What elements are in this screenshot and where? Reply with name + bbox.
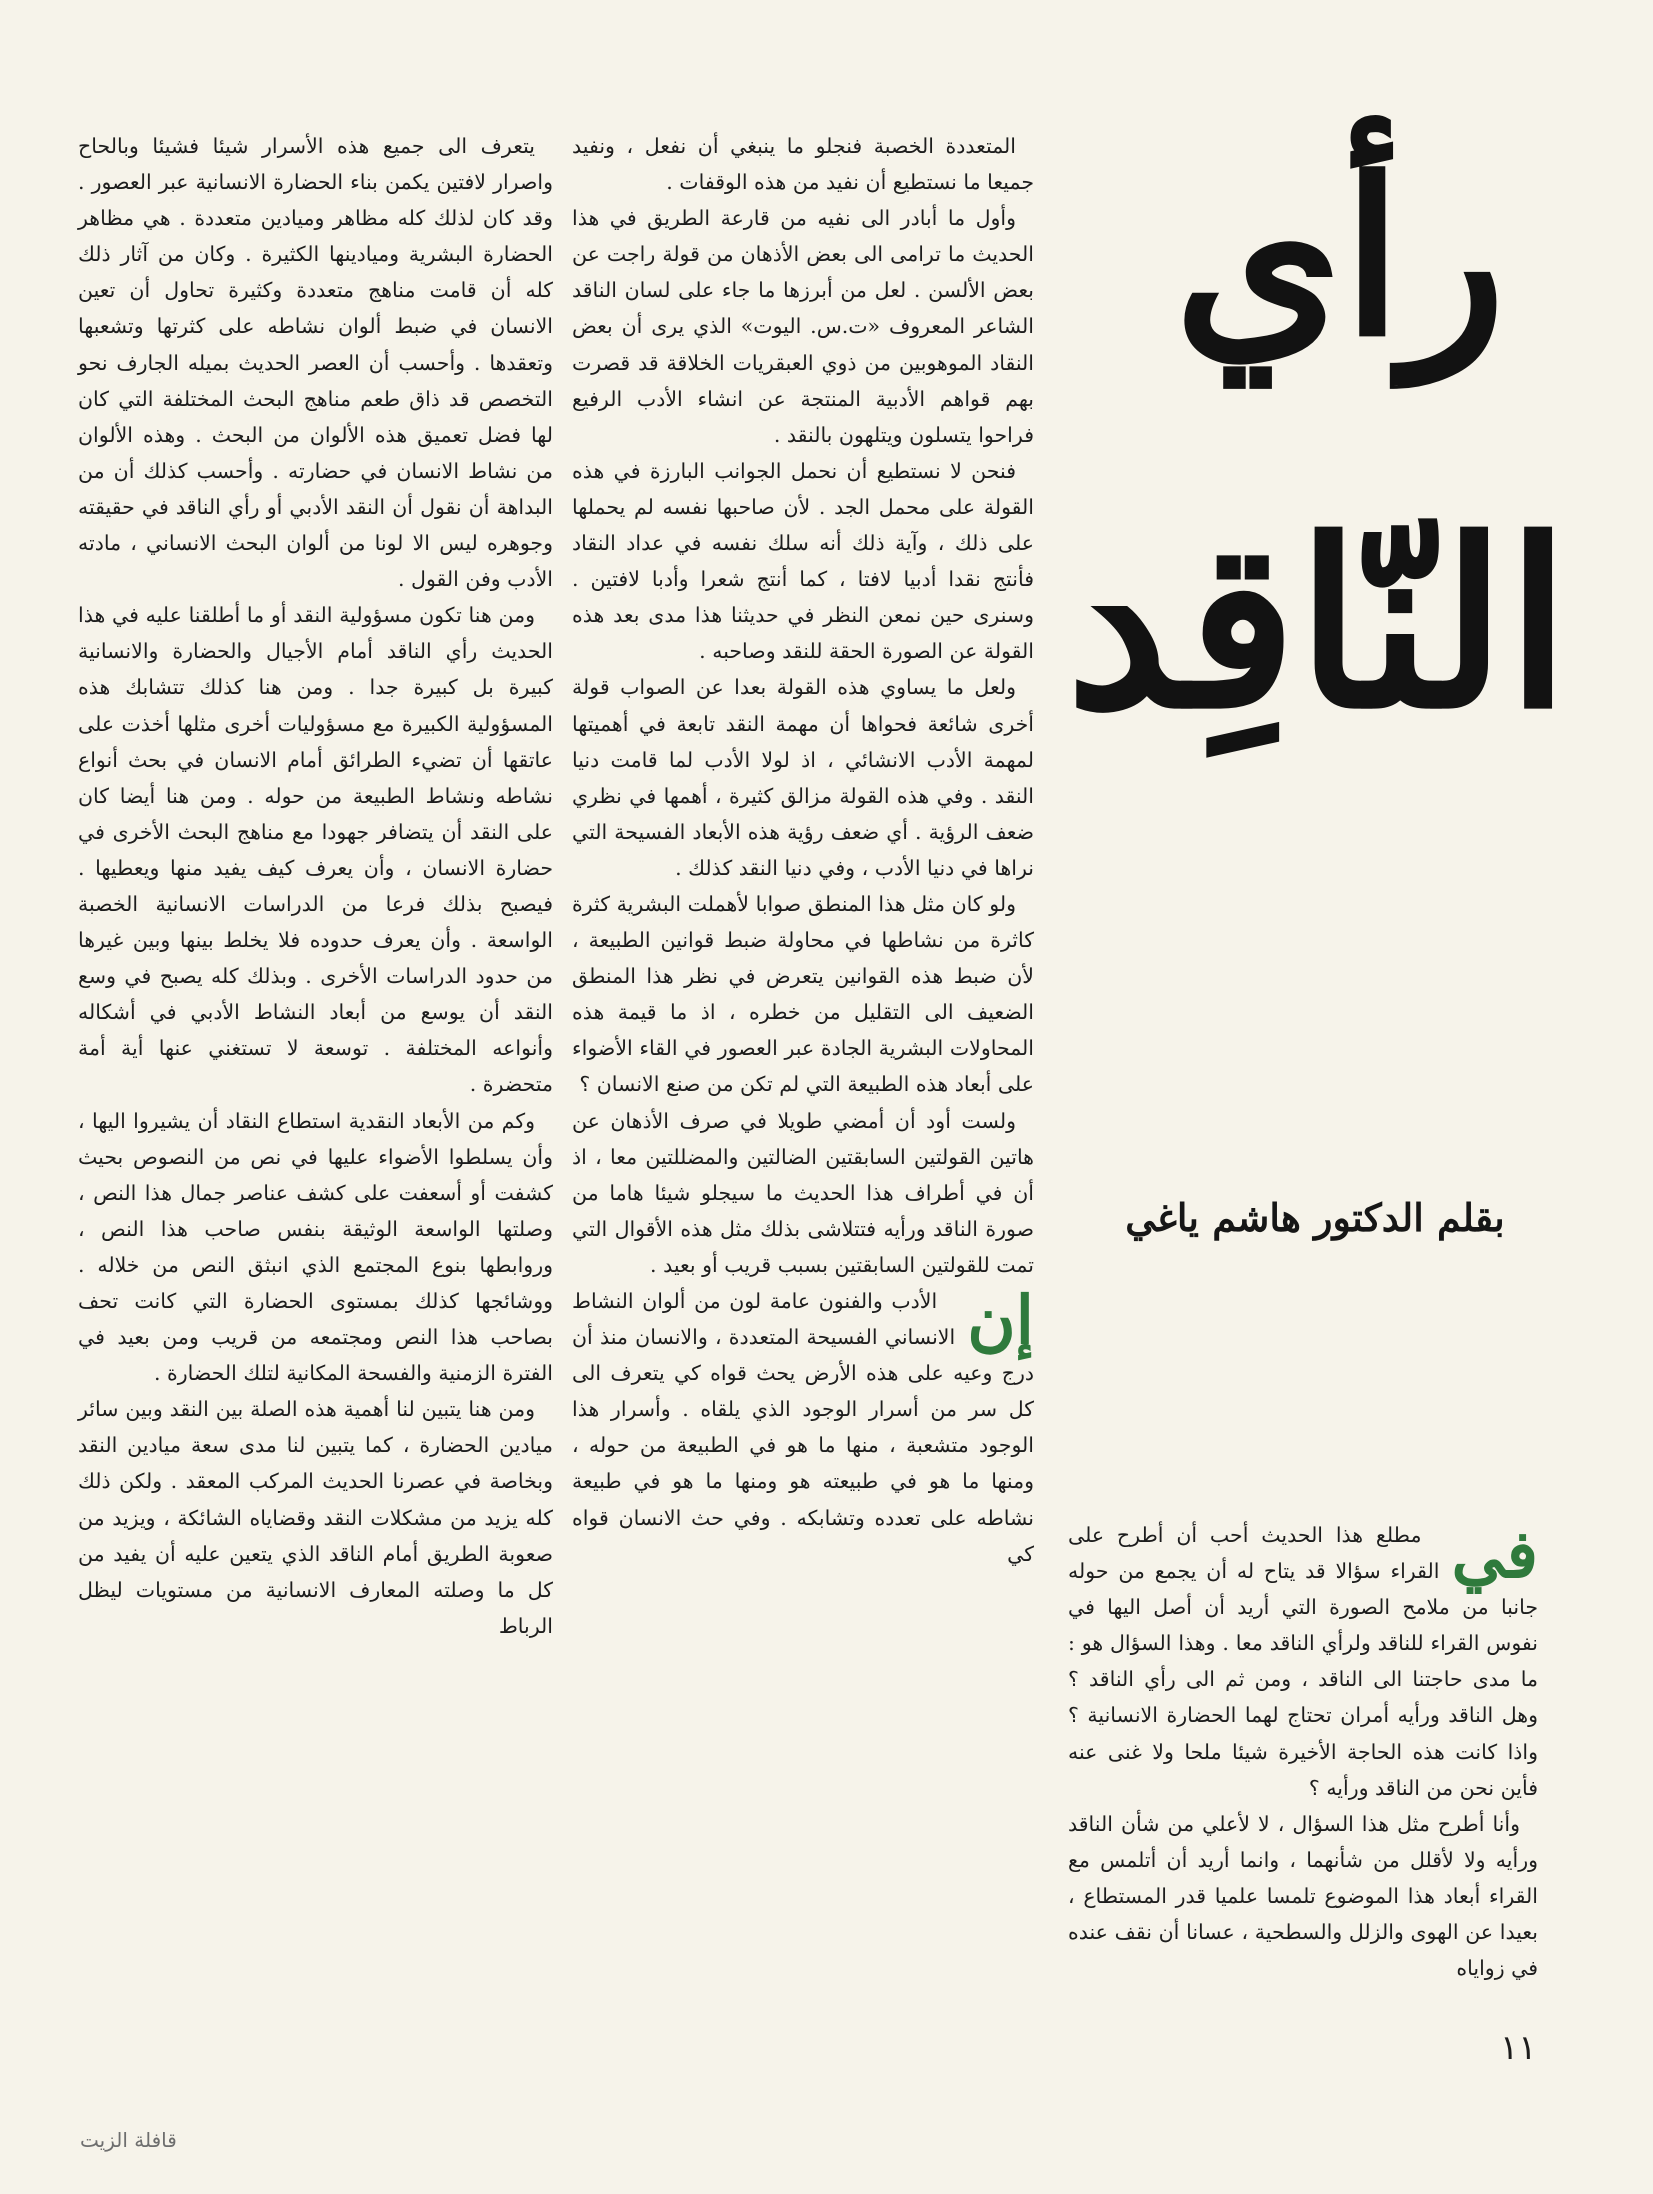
paragraph: وكم من الأبعاد النقدية استطاع النقاد أن يشيروا اليها ، وأن يسلطوا الأضواء عليها في نص من النصوص بحيث كشفت أو أسعفت على كشف عناصر جمال هذا النص ، وصلتها الواسعة الوثيقة بنفس صاحب هذا النص ، وروابطها بنوع المجتمع الذي انبثق النص من خلاله . ووشائجها كذلك بمستوى الحضارة التي كانت تحف بصاحب هذا النص ومجتمعه من قريب ومن بعيد في الفترة الزمنية والفسحة المكانية لتلك الحضارة . [78, 1108, 553, 1386]
paragraph: الأدب والفنون عامة لون من ألوان النشاط الانساني الفسيحة المتعددة ، والانسان منذ أن درج وعيه على هذه الأرض يحث قواه كي يتعرف الى كل سر من أسرار الوجود الذي يلقاه . وأسرار هذا الوجود متشعبة ، منها ما هو في الطبيعة من حوله ، ومنها ما هو في طبيعته هو ومنها ما هو في طبيعة نشاطه على تعدده وتشابكه . وفي حث الانسان قواه كي [572, 1289, 1034, 1566]
magazine-name-footer: قافلة الزيت [80, 2128, 177, 2152]
paragraph: وأول ما أبادر الى نفيه من قارعة الطريق في هذا الحديث ما ترامى الى بعض الأذهان من قولة راجت عن بعض الألسن . لعل من أبرزها ما جاء على لسان الناقد الشاعر المعروف «ت.س. اليوت» الذي يرى أن بعض النقاد الموهوبين من ذوي العبقريات الخلاقة قد قصرت بهم قواهم الأدبية المنتجة عن انشاء الأدب الرفيع فراحوا يتسلون ويتلهون بالنقد . [572, 206, 1034, 447]
text-column-middle [572, 128, 1034, 2090]
paragraph: وأنا أطرح مثل هذا السؤال ، لا لأعلي من شأن الناقد ورأيه ولا لأقلل من شأنهما ، وانما أريد أن أتلمس مع القراء أبعاد هذا الموضوع تلمسا علميا قدر المستطاع ، بعيدا عن الهوى والزلل والسطحية ، عسانا أن نقف عنده في زواياه [1068, 1811, 1538, 1981]
dropcap-intro: في [1451, 1515, 1538, 1593]
paragraph: فنحن لا نستطيع أن نحمل الجوانب البارزة في هذه القولة على محمل الجد . لأن صاحبها نفسه لم يحملها على ذلك ، وآية ذلك أنه سلك نفسه في عداد النقاد فأنتج نقدا أدبيا لافتا ، كما أنتج شعرا وأدبا لافتين . وسنرى حين نمعن النظر في حديثنا هذا مدى بعد هذه القولة عن الصورة الحقة للنقد وصاحبه . [572, 458, 1034, 664]
paragraph: مطلع هذا الحديث أحب أن أطرح على القراء سؤالا قد يتاح له أن يجمع من حوله جانبا من ملامح الصورة التي أريد أن أصل اليها في نفوس القراء للناقد ولرأي الناقد معا . وهذا السؤال هو : ما مدى حاجتنا الى الناقد ، ومن ثم الى رأي الناقد ؟ وهل الناقد ورأيه أمران تحتاج لهما الحضارة الانسانية ؟ واذا كانت هذه الحاجة الأخيرة شيئا ملحا ولا غنى عنه فأين نحن من الناقد ورأيه ؟ [1068, 1523, 1538, 1800]
text-column-right [1068, 1517, 1538, 2027]
text-column-left [78, 128, 553, 2090]
paragraph: ولعل ما يساوي هذه القولة بعدا عن الصواب قولة أخرى شائعة فحواها أن مهمة النقد تابعة في أهميتها لمهمة الأدب الانشائي ، اذ لولا الأدب لما قامت دنيا النقد . وفي هذه القولة مزالق كثيرة ، أهمها في نظري ضعف الرؤية . أي ضعف رؤية هذه الأبعاد الفسيحة التي نراها في دنيا الأدب ، وفي دنيا النقد كذلك . [572, 675, 1034, 880]
paragraph: ولست أود أن أمضي طويلا في صرف الأذهان عن هاتين القولتين السابقتين الضالتين والمضللتين معا ، اذ أن في أطراف هذا الحديث ما سيجلو شيئا هاما من صورة الناقد ورأيه فتتلاشى بذلك مثل هذه الأقوال التي تمت للقولتين السابقتين بسبب قريب أو بعيد . [572, 1108, 1034, 1277]
paragraph: المتعددة الخصبة فنجلو ما ينبغي أن نفعل ، ونفيد جميعا ما نستطيع أن نفيد من هذه الوقفات . [572, 134, 1034, 195]
author-byline: بقلم الدكتور هاشم ياغي [1125, 1195, 1505, 1240]
paragraph: ومن هنا تكون مسؤولية النقد أو ما أطلقنا عليه في هذا الحديث رأي الناقد أمام الأجيال والحضارة والانسانية كبيرة بل كبيرة جدا . ومن هنا كذلك تتشابك هذه المسؤولية الكبيرة مع مسؤوليات أخرى مثلها أخذت على عاتقها أن تضيء الطرائق أمام الانسان في بحث أنواع نشاطه ونشاط الطبيعة من حوله . ومن هنا أيضا كان على النقد أن يتضافر جهودا مع مناهج البحث الأخرى في حضارة الانسان ، وأن يعرف كيف يفيد منها ويعطيها . فيصبح بذلك فرعا من الدراسات الانسانية الخصبة الواسعة . وأن يعرف حدوده فلا يخلط بينها وبين غيرها من حدود الدراسات الأخرى . وبذلك كله يصبح في وسع النقد أن يوسع من أبعاد النشاط الأدبي في أشكاله وأنواعه المختلفة . توسعة لا تستغني عنها أية أمة متحضرة . [78, 603, 553, 1097]
paragraph: ومن هنا يتبين لنا أهمية هذه الصلة بين النقد وبين سائر ميادين الحضارة ، كما يتبين لنا مدى سعة ميادين النقد وبخاصة في عصرنا الحديث المركب المعقد . ولكن ذلك كله يزيد من مشكلات النقد وقضاياه الشائكة ، ويزيد من صعوبة الطريق أمام الناقد الذي يتعين عليه أن يفيد من كل ما وصلته المعارف الانسانية من مستويات ليظل الرباط [78, 1397, 553, 1638]
dropcap-section-2: إن [967, 1281, 1034, 1359]
paragraph: ولو كان مثل هذا المنطق صوابا لأهملت البشرية كثرة كاثرة من نشاطها في محاولة ضبط قوانين الطبيعة ، لأن ضبط هذه القوانين يتعرض في نظر هذا المنطق الضعيف الى التقليل من خطره ، اذ ما قيمة هذه المحاولات البشرية الجادة عبر العصور في القاء الأضواء على أبعاد هذه الطبيعة التي لم تكن من صنع الانسان ؟ [572, 891, 1034, 1097]
page-number: ١١ [1500, 2028, 1537, 2068]
article-title-line-1: رأي [1174, 131, 1506, 384]
article-title-line-2: النّاقِد [1065, 490, 1570, 760]
paragraph: يتعرف الى جميع هذه الأسرار شيئا فشيئا وبالحاح واصرار لافتين يكمن بناء الحضارة الانسانية عبر العصور . وقد كان لذلك كله مظاهر وميادين متعددة . هي مظاهر الحضارة البشرية وميادينها الكثيرة . وكان من آثار ذلك كله أن قامت مناهج متعددة وكثيرة تحاول أن تعين الانسان في ضبط ألوان نشاطه على كثرتها وتشعبها وتعقدها . وأحسب أن العصر الحديث بميله الجارف نحو التخصص قد ذاق طعم مناهج البحث المختلفة التي كان لها فضل تعميق هذه الألوان من البحث . وهذه الألوان من نشاط الانسان في حضارته . وأحسب كذلك أن من البداهة أن نقول أن النقد الأدبي أو رأي الناقد في حقيقته وجوهره ليس الا لونا من ألوان البحث الانساني ، مادته الأدب وفن القول . [78, 134, 553, 592]
